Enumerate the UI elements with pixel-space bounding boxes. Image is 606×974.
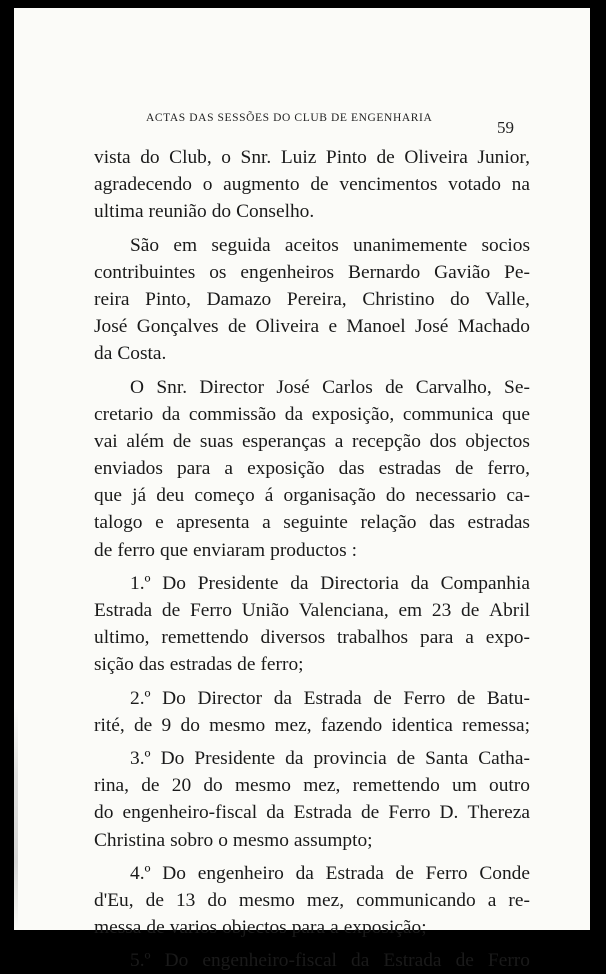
word: exposição, (311, 403, 395, 425)
text-line (94, 313, 530, 340)
word: engenheiro (197, 862, 284, 884)
word: do (94, 802, 114, 824)
word: Do (162, 862, 186, 884)
word: Ferro (388, 802, 431, 824)
word: O (130, 376, 145, 398)
word: da (273, 687, 293, 709)
word: trabalhos (337, 627, 409, 649)
word: Do (160, 747, 185, 769)
text-line (94, 745, 530, 772)
word: remessa; (462, 714, 530, 736)
word: a (334, 430, 344, 452)
word: Christina (94, 829, 166, 851)
word: Do (162, 572, 186, 594)
word: de (395, 862, 414, 884)
word: sição (94, 654, 134, 676)
word: Estrada (303, 687, 362, 709)
word: messa (94, 917, 142, 939)
word: Valle, (485, 288, 530, 310)
word: Conselho. (236, 201, 315, 223)
text-line (94, 799, 530, 826)
word: reira (94, 288, 130, 310)
word: de (385, 376, 404, 398)
word: vencimentos (339, 174, 438, 196)
text-line (94, 887, 530, 914)
text-line (94, 171, 530, 198)
word: que (94, 485, 122, 507)
word: do (180, 714, 200, 736)
word: Thereza (467, 802, 530, 824)
word: assumpto; (293, 829, 373, 851)
word: Estrada (293, 802, 352, 824)
word: mesmo (238, 889, 295, 911)
word: do (385, 485, 406, 507)
word: estradas (378, 458, 442, 480)
word: 5.º (130, 950, 151, 972)
word: Se- (504, 376, 530, 398)
word: estradas (467, 512, 530, 534)
word: para (291, 917, 326, 939)
word: os (209, 261, 227, 283)
word: mez, (274, 714, 312, 736)
word: 2.º (130, 687, 151, 709)
word: mez, (303, 775, 341, 797)
word: Director (199, 376, 265, 398)
body-text (94, 144, 530, 974)
text-line (94, 144, 530, 171)
word: expo- (485, 627, 530, 649)
word: de (456, 687, 476, 709)
word: a (487, 889, 497, 911)
word: rité, (94, 714, 125, 736)
word: Carvalho, (415, 376, 492, 398)
word: de (310, 174, 329, 196)
word: vista (94, 147, 131, 168)
word: Oliveira (404, 147, 468, 168)
word: Pereira, (286, 288, 347, 310)
word: á (264, 485, 274, 507)
word: da (161, 403, 181, 425)
word: 20 (171, 775, 192, 797)
word: das (429, 512, 455, 534)
text-line (94, 286, 530, 313)
word: Santa (425, 747, 469, 769)
scan-edge-shadow (14, 708, 18, 928)
text-line (94, 685, 530, 712)
word: engenheiro-fiscal (122, 802, 258, 824)
word: Batu- (486, 687, 530, 709)
word: remettendo (161, 627, 249, 649)
word: communica (402, 403, 494, 425)
word: Junior, (477, 147, 530, 168)
word: da (295, 862, 314, 884)
word: objectos (222, 917, 287, 939)
word: de (396, 747, 416, 769)
word: : (351, 539, 358, 561)
text-line (94, 570, 530, 597)
word: 3.º (130, 747, 151, 769)
word: Ferro (425, 862, 468, 884)
word: Carlos (322, 376, 373, 398)
text-line (94, 827, 530, 854)
word: Catha- (478, 747, 530, 769)
word: ultimo, (94, 627, 150, 649)
word: votado (448, 174, 501, 196)
word: a (262, 512, 271, 534)
text-line (94, 232, 530, 259)
word: fazendo (320, 714, 383, 736)
word: José (276, 376, 310, 398)
word: a (330, 917, 339, 939)
word: rina, (94, 775, 129, 797)
word: de (145, 889, 164, 911)
word: Abril (489, 600, 530, 621)
word: 4.º (130, 862, 151, 884)
word: de (455, 458, 474, 480)
word: de (360, 802, 380, 824)
word: o (221, 147, 231, 168)
word: em (173, 234, 198, 256)
word: de (133, 714, 153, 736)
word: aceitos (284, 234, 339, 256)
text-line (94, 482, 530, 509)
text-line (94, 374, 530, 401)
word: d'Eu, (94, 889, 134, 911)
word: Pinto (325, 147, 367, 168)
word: Bernardo (348, 261, 421, 283)
word: Pe- (504, 261, 530, 283)
word: Presidente (197, 572, 279, 594)
word: da (94, 343, 113, 365)
word: relação (360, 512, 417, 534)
word: de (237, 654, 256, 676)
word: da (351, 950, 370, 972)
word: unanimemente (353, 234, 468, 256)
word: de (146, 917, 165, 939)
word: exposição (247, 458, 325, 480)
word: do (140, 147, 160, 168)
word: suas (199, 430, 234, 452)
word: e (328, 316, 338, 338)
word: das (138, 654, 165, 676)
word: exposição; (343, 917, 427, 939)
text-line (94, 624, 530, 651)
word: mesmo (234, 775, 291, 797)
text-line (94, 455, 530, 482)
word: seguinte (283, 512, 348, 534)
word: o (202, 174, 213, 196)
word: mesmo (209, 714, 266, 736)
text-line (94, 772, 530, 799)
word: Directoria (320, 572, 399, 594)
word: seguida (211, 234, 271, 256)
word: ca- (506, 485, 530, 507)
word: a (224, 458, 234, 480)
word: o (218, 829, 228, 851)
word: de (461, 600, 480, 621)
word: Do (162, 687, 186, 709)
word: do (450, 288, 470, 310)
word: da (284, 403, 304, 425)
running-header: ACTAS DAS SESSÕES DO CLUB DE ENGENHARIA (146, 112, 433, 124)
word: estradas (169, 654, 233, 676)
word: 9 (161, 714, 172, 736)
word: productos (270, 539, 347, 561)
word: Luiz (280, 147, 317, 168)
word: de (455, 950, 474, 972)
word: D. (439, 802, 459, 824)
word: recepção (352, 430, 421, 452)
word: das (338, 458, 365, 480)
word: Ferro (487, 950, 530, 972)
text-line (94, 597, 530, 624)
word: identica (391, 714, 453, 736)
word: Damazo (206, 288, 272, 310)
word: vai (94, 430, 118, 452)
word: communicando (356, 889, 476, 911)
word: deu (156, 485, 185, 507)
word: Pinto, (145, 288, 191, 310)
text-line (94, 401, 530, 428)
word: Estrada (383, 950, 442, 972)
word: começo (194, 485, 255, 507)
word: Ferro (189, 600, 232, 621)
word: Do (164, 950, 189, 972)
text-line (94, 651, 530, 678)
word: ferro; (260, 654, 304, 676)
word: União (241, 600, 290, 621)
word: enviados (94, 458, 163, 480)
word: Costa. (117, 343, 167, 365)
word: da (290, 572, 309, 594)
text-line (94, 537, 530, 564)
word: Valenciana, (298, 600, 389, 621)
word: ferro (117, 539, 155, 561)
word: augmento (223, 174, 300, 196)
word: de (373, 687, 392, 709)
word: José (94, 316, 128, 338)
word: Christino (362, 288, 435, 310)
word: re- (508, 889, 530, 911)
word: 23 (431, 600, 452, 621)
word: São (130, 234, 160, 256)
word: da (285, 747, 304, 769)
word: Manoel (346, 316, 406, 338)
word: do (207, 889, 227, 911)
word: cretario (94, 403, 154, 425)
word: já (132, 485, 147, 507)
word: diversos (260, 627, 326, 649)
word: da (266, 802, 285, 824)
text-line (94, 860, 530, 887)
word: em (398, 600, 423, 621)
text-line (94, 712, 530, 739)
word: mesmo (232, 829, 289, 851)
text-line (94, 947, 530, 974)
word: engenheiro-fiscal (202, 950, 337, 972)
word: organisação (283, 485, 376, 507)
word: sobro (170, 829, 214, 851)
word: de (141, 775, 160, 797)
word: 1.º (130, 572, 151, 594)
word: Snr. (240, 147, 272, 168)
word: Club, (169, 147, 212, 168)
word: commissão (188, 403, 277, 425)
word: de (94, 539, 113, 561)
word: Conde (479, 862, 530, 884)
word: que (160, 539, 188, 561)
word: Ferro (403, 687, 446, 709)
word: 13 (175, 889, 196, 911)
word: para (176, 458, 211, 480)
word: engenheiros (240, 261, 335, 283)
word: de (227, 316, 247, 338)
word: um (452, 775, 477, 797)
word: Presidente (194, 747, 276, 769)
word: provincia (313, 747, 387, 769)
word: objectos (465, 430, 530, 452)
word: mez, (306, 889, 345, 911)
word: talogo (94, 512, 143, 534)
word: Oliveira (255, 316, 320, 338)
text-line (94, 340, 530, 367)
word: de (161, 600, 181, 621)
word: varios (169, 917, 218, 939)
word: outro (489, 775, 530, 797)
word: Gonçalves (136, 316, 219, 338)
word: do (203, 775, 223, 797)
word: além (126, 430, 165, 452)
word: socios (481, 234, 530, 256)
word: e (155, 512, 164, 534)
word: Director (197, 687, 263, 709)
word: para (420, 627, 454, 649)
text-line (94, 198, 530, 225)
word: Companhia (440, 572, 530, 594)
book-page (14, 8, 590, 972)
word: na (511, 174, 530, 196)
word: que (501, 403, 530, 425)
word: José (415, 316, 449, 338)
word: necessario (415, 485, 497, 507)
text-line (94, 428, 530, 455)
word: ferro, (487, 458, 530, 480)
word: a (465, 627, 474, 649)
text-line (94, 259, 530, 286)
word: Gavião (434, 261, 491, 283)
word: esperanças (241, 430, 326, 452)
word: agradecendo (94, 174, 192, 196)
word: dos (429, 430, 457, 452)
word: de (376, 147, 395, 168)
text-line (94, 914, 530, 941)
page-number: 59 (497, 118, 514, 137)
word: Estrada (325, 862, 384, 884)
word: contribuintes (94, 261, 196, 283)
word: Machado (457, 316, 530, 338)
word: Snr. (156, 376, 188, 398)
text-line (94, 509, 530, 536)
word: remettendo (352, 775, 440, 797)
word: da (410, 572, 429, 594)
word: do (211, 201, 232, 223)
word: enviaram (193, 539, 266, 561)
word: Estrada (94, 600, 153, 621)
word: de (172, 430, 192, 452)
word: ultima (94, 201, 144, 223)
word: apresenta (176, 512, 250, 534)
word: reunião (148, 201, 207, 223)
